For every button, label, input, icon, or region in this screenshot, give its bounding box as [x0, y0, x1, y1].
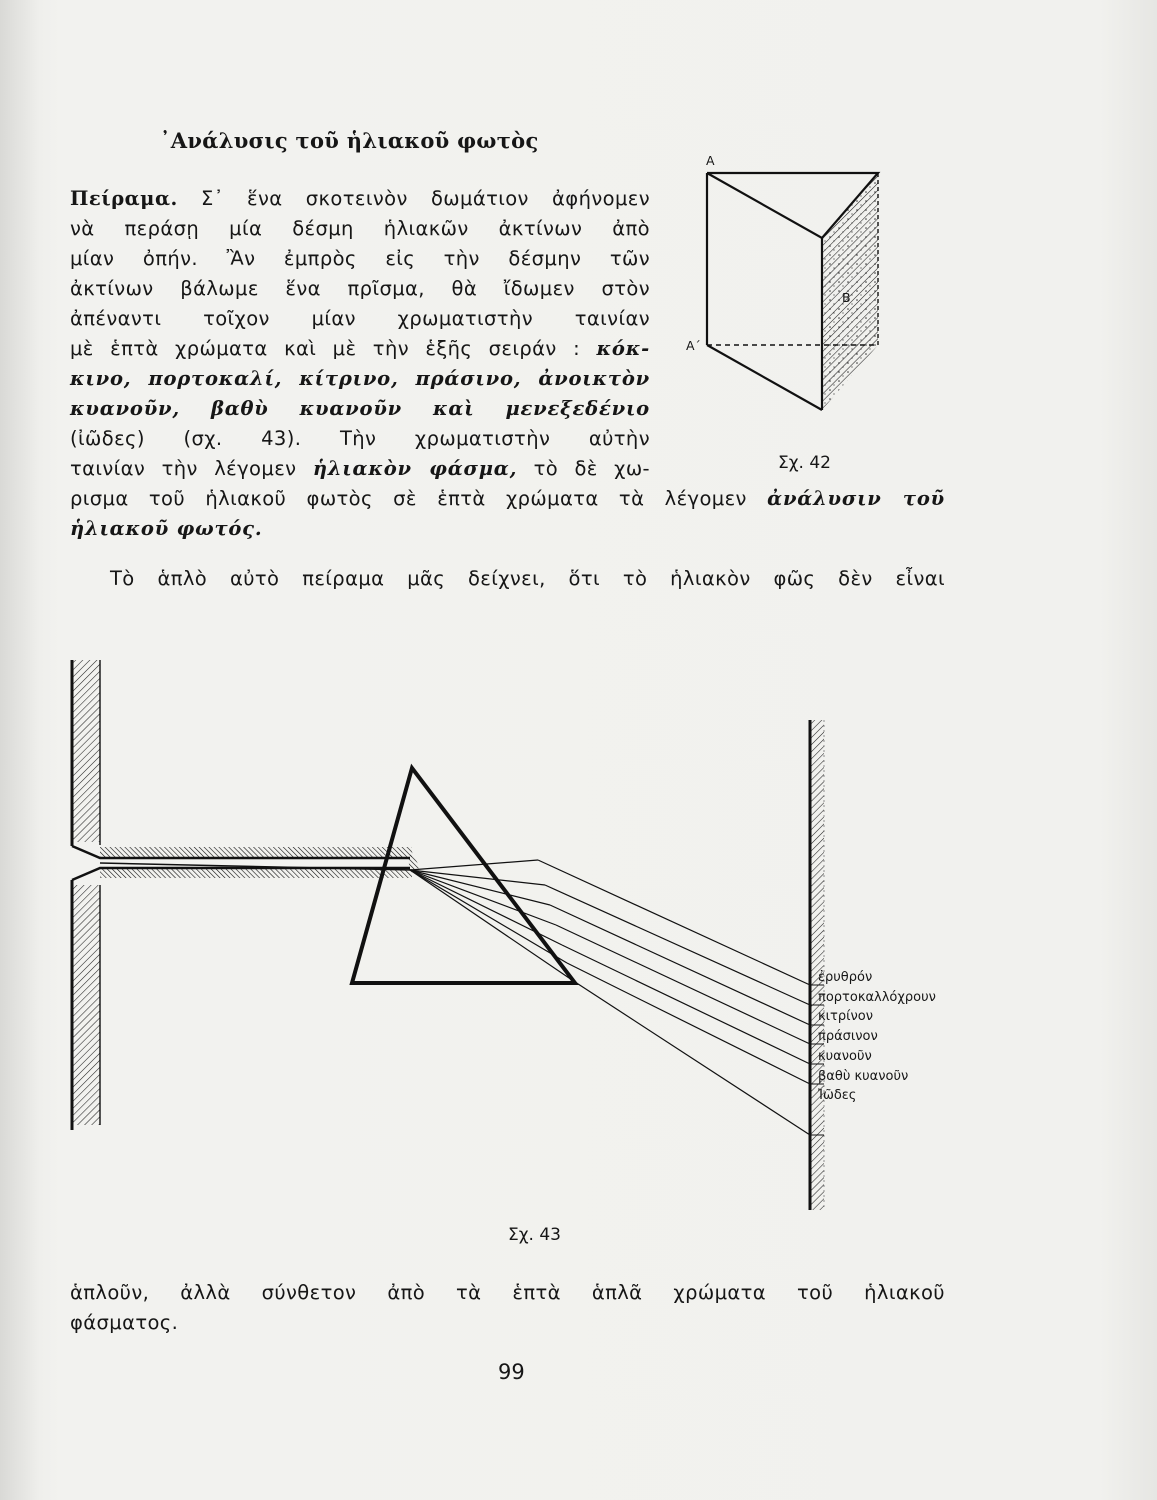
prism-label-top: Α: [706, 153, 715, 168]
prism-label-right: Β: [842, 290, 851, 305]
keyword: ἀνάλυσιν τοῦ: [767, 487, 945, 510]
text-line: ρισμα τοῦ ἡλιακοῦ φωτὸς σὲ ἑπτὰ χρώματα τὰ λέγομεν ἀνάλυσιν τοῦ: [70, 487, 945, 510]
keyword: κόκ-: [596, 337, 650, 360]
text-line: ἀπέναντι τοῖχον μίαν χρωματιστὴν ταινίαν: [70, 307, 650, 330]
spectrum-label-green: πράσινον: [818, 1029, 878, 1045]
text-line: ἁπλοῦν, ἀλλὰ σύνθετον ἀπὸ τὰ ἑπτὰ ἁπλᾶ χρώματα τοῦ ἡλιακοῦ: [70, 1281, 945, 1304]
text-line: φάσματος.: [70, 1311, 179, 1334]
screen-wall: [810, 720, 824, 1210]
spectrum-label-blue: κυανοῦν: [818, 1048, 872, 1064]
page-number: 99: [498, 1360, 525, 1384]
section-title: ᾿Ανάλυσις τοῦ ἡλιακοῦ φωτὸς: [160, 128, 539, 153]
spectrum-label-violet: Ἰῶδες: [818, 1088, 857, 1104]
spectrum-label-dark-blue: βαθὺ κυανοῦν: [818, 1068, 909, 1084]
keyword: κινο, πορτοκαλί, κίτρινο, πράσινο, ἀνοικτὸν: [70, 367, 650, 390]
text-line: (ἰῶδες) (σχ. 43). Τὴν χρωματιστὴν αὐτὴν: [70, 427, 650, 450]
spectrum-labels: [818, 968, 936, 1106]
text-line: νὰ περάσῃ μία δέσμη ἡλιακῶν ἀκτίνων ἀπὸ: [70, 217, 650, 240]
text-line: ταινίαν τὴν λέγομεν ἡλιακὸν φάσμα, τὸ δὲ χω-: [70, 457, 650, 480]
prism-label-left: Α΄: [686, 338, 701, 353]
figure-43-caption: Σχ. 43: [508, 1225, 562, 1245]
text-line: Τὸ ἁπλὸ αὐτὸ πείραμα μᾶς δείχνει, ὅτι τὸ ἡλιακὸν φῶς δὲν εἶναι: [110, 567, 945, 590]
keyword: κυανοῦν, βαθὺ κυανοῦν καὶ μενεξεδένιο: [70, 397, 650, 420]
text-line: μίαν ὀπήν. Ἂν ἐμπρὸς εἰς τὴν δέσμην τῶν: [70, 247, 650, 270]
spectrum-label-yellow: κιτρίνον: [818, 1009, 874, 1025]
text-line: ἀκτίνων βάλωμε ἕνα πρῖσμα, θὰ ἴδωμεν στὸν: [70, 277, 650, 300]
experiment-label: Πείραμα.: [70, 187, 178, 210]
spectrum-label-red: ἐρυθρόν: [818, 970, 873, 985]
text-line: Πείραμα. Σ᾿ ἕνα σκοτεινὸν δωμάτιον ἀφήνομεν: [70, 187, 650, 210]
text-line: μὲ ἑπτὰ χρώματα καὶ μὲ τὴν ἑξῆς σειράν : κόκ-: [70, 337, 650, 360]
figure-42-caption: Σχ. 42: [778, 453, 832, 473]
spectrum-label-orange: πορτοκαλλόχρουν: [818, 989, 936, 1005]
keyword: ἡλιακοῦ φωτός.: [70, 517, 263, 540]
refracted-rays: [410, 860, 810, 1135]
keyword: ἡλιακὸν φάσμα,: [312, 457, 518, 480]
